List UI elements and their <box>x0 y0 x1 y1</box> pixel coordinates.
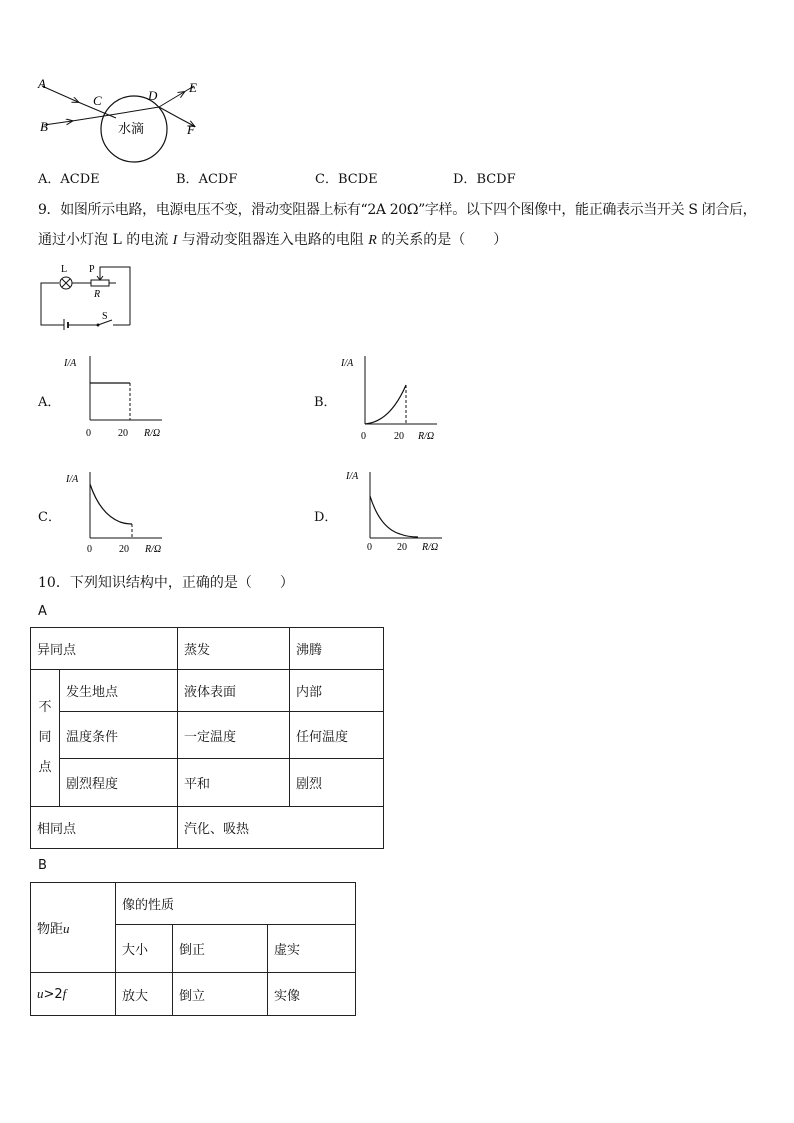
knowledge-table-b <box>30 882 356 1016</box>
table-cell: 发生地点 <box>60 670 178 712</box>
header-cell: 蒸发 <box>177 628 289 670</box>
table-cell: 平和 <box>177 759 289 807</box>
table-cell: 一定温度 <box>177 712 289 759</box>
svg-text:0: 0 <box>87 544 92 555</box>
rheostat-icon <box>91 280 109 286</box>
q9-option-c[interactable]: C． <box>38 510 61 525</box>
svg-text:20: 20 <box>118 428 128 439</box>
svg-text:20: 20 <box>119 544 129 555</box>
table-cell: 放大 <box>116 973 173 1016</box>
circuit-diagram <box>38 260 138 330</box>
table-cell: 任何温度 <box>289 712 383 759</box>
table-cell: 剧烈程度 <box>60 759 178 807</box>
same-label-cell: 相同点 <box>31 807 178 849</box>
label-lamp: L <box>61 264 68 275</box>
q9-option-a[interactable]: A． <box>38 395 61 410</box>
q8-option-c[interactable]: C．BCDE <box>315 172 378 187</box>
svg-text:R/Ω: R/Ω <box>145 544 162 555</box>
header-cell: 异同点 <box>31 628 178 670</box>
q8-option-a[interactable]: A．ACDE <box>38 172 100 187</box>
label-c: C <box>93 93 102 108</box>
svg-text:0: 0 <box>86 428 91 439</box>
table-cell: 剧烈 <box>289 759 383 807</box>
ray-a <box>42 86 78 102</box>
svg-text:I/A: I/A <box>64 358 77 369</box>
q10-option-b-label[interactable]: B <box>38 858 47 873</box>
group-label-different: 不 同 点 <box>31 670 60 807</box>
graph-a[interactable] <box>60 350 175 445</box>
q10-option-a-label[interactable]: A <box>38 604 47 619</box>
object-distance-header: 物距u <box>31 883 116 973</box>
q9-line2: 通过小灯泡 L 的电流 I 与滑动变阻器连入电路的电阻 R 的关系的是（ ） <box>38 232 508 248</box>
q10-question: 10．下列知识结构中，正确的是（ ） <box>38 575 294 591</box>
svg-text:0: 0 <box>361 431 366 442</box>
label-b: B <box>40 119 48 134</box>
table-cell: 实像 <box>268 973 356 1016</box>
q9-line1: 9．如图所示电路，电源电压不变，滑动变阻器上标有“2A 20Ω”字样。以下四个图像中，能正确表示当开关 S 闭合后， <box>38 202 757 218</box>
label-switch: S <box>102 311 108 322</box>
label-a: A <box>38 76 46 91</box>
label-slider: P <box>89 264 95 275</box>
svg-text:I/A: I/A <box>346 471 359 482</box>
svg-text:I/A: I/A <box>66 474 79 485</box>
label-f: F <box>187 122 195 137</box>
table-cell: 液体表面 <box>177 670 289 712</box>
sub-header-cell: 倒正 <box>173 925 268 973</box>
table-cell: 内部 <box>289 670 383 712</box>
svg-text:R/Ω: R/Ω <box>144 428 161 439</box>
graph-b[interactable] <box>335 350 450 445</box>
svg-text:R/Ω: R/Ω <box>422 542 439 553</box>
same-value-cell: 汽化、吸热 <box>177 807 383 849</box>
q8-option-d[interactable]: D．BCDF <box>453 172 516 187</box>
q9-option-b[interactable]: B． <box>314 395 337 410</box>
q9-option-d[interactable]: D． <box>314 510 338 525</box>
droplet-ray-figure <box>34 74 224 164</box>
graph-c[interactable] <box>60 466 175 561</box>
q8-option-b[interactable]: B．ACDF <box>176 172 238 187</box>
image-property-header: 像的性质 <box>116 883 356 925</box>
ray-b <box>44 121 72 125</box>
svg-text:I/A: I/A <box>341 358 354 369</box>
svg-text:R/Ω: R/Ω <box>418 431 435 442</box>
label-d: D <box>148 88 158 103</box>
condition-cell: u>2f <box>31 973 116 1016</box>
svg-text:0: 0 <box>367 542 372 553</box>
ray-e <box>159 92 184 107</box>
table-cell: 温度条件 <box>60 712 178 759</box>
table-cell: 倒立 <box>173 973 268 1016</box>
sub-header-cell: 虚实 <box>268 925 356 973</box>
knowledge-table-a <box>30 627 384 849</box>
header-cell: 沸腾 <box>289 628 383 670</box>
svg-text:20: 20 <box>394 431 404 442</box>
svg-text:20: 20 <box>397 542 407 553</box>
sub-header-cell: 大小 <box>116 925 173 973</box>
graph-d[interactable] <box>338 466 453 561</box>
droplet-label: 水滴 <box>118 121 145 136</box>
label-e: E <box>189 80 197 95</box>
label-rheostat: R <box>94 289 101 300</box>
